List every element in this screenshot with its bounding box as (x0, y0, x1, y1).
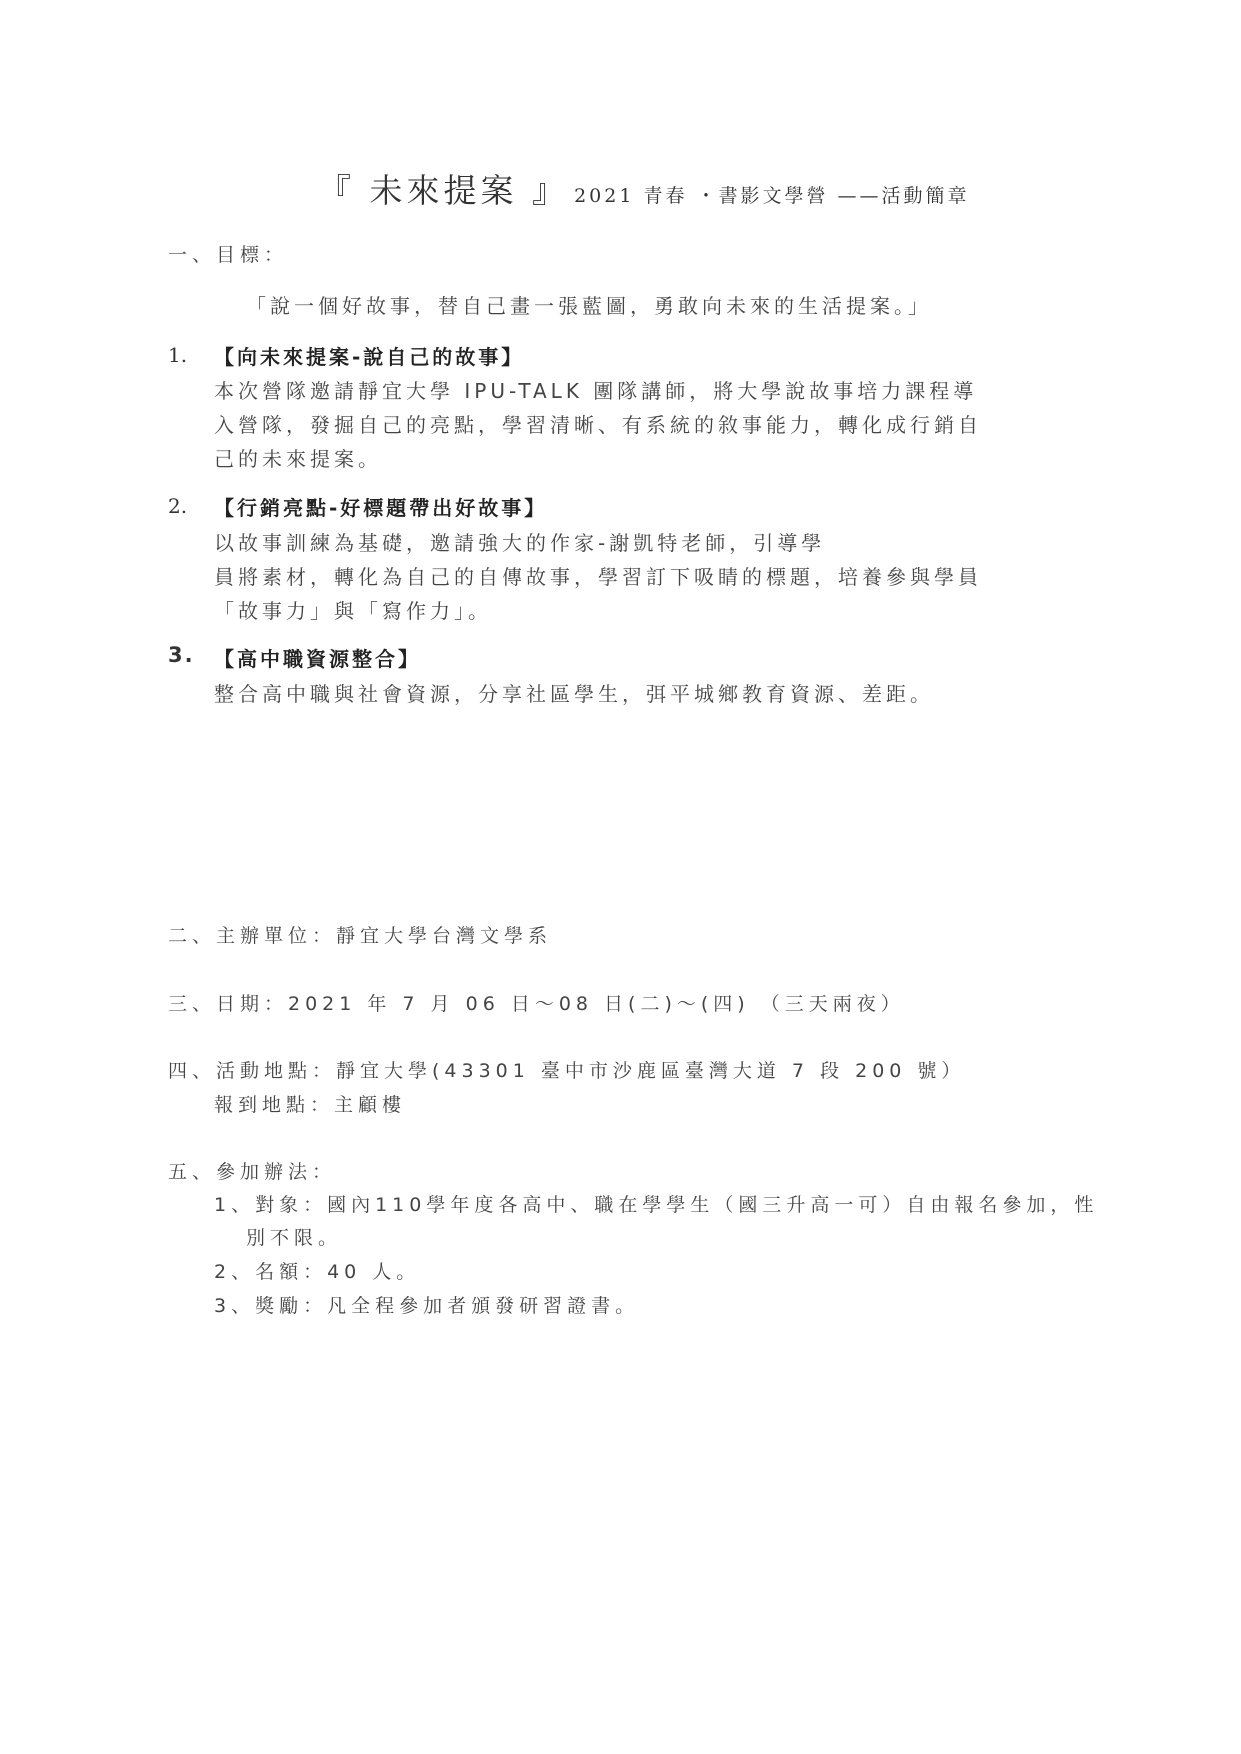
checkin-location-line: 報到地點：主顧樓 (214, 1094, 407, 1116)
participation-item-2 (214, 1257, 420, 1284)
item-1-line-2: 入營隊，發掘自己的亮點，學習清晰、有系統的敘事能力，轉化成行銷自 (214, 413, 982, 437)
participation-item-1-text: 對象：國內110學年度各高中、職在學學生（國三升高一可）自由報名參加，性 (255, 1194, 1099, 1216)
item-2-line-2: 員將素材，轉化為自己的自傳故事，學習訂下吸睛的標題，培養參與學員 (214, 565, 982, 589)
item-3-heading: 【高中職資源整合】 (214, 647, 421, 671)
participation-item-1 (214, 1190, 1098, 1217)
item-3-line-1: 整合高中職與社會資源，分享社區學生，弭平城鄉教育資源、差距。 (214, 682, 934, 706)
location-line: 四、活動地點：靜宜大學(43301 臺中市沙鹿區臺灣大道 7 段 200 號） (168, 1060, 966, 1082)
participation-heading: 五、參加辦法： (168, 1161, 337, 1183)
item-1-line-3: 己的未來提案。 (214, 447, 382, 471)
item-2-line-3: 「故事力」與「寫作力」。 (214, 599, 492, 623)
item-3-number: 3. (168, 643, 195, 667)
participation-item-3 (214, 1291, 639, 1318)
title-main: 『 未來提案 』 (318, 171, 569, 210)
item-1-heading: 【向未來提案-說自己的故事】 (214, 345, 525, 369)
participation-item-2-number: 2、 (214, 1261, 256, 1283)
item-2-heading: 【行銷亮點-好標題帶出好故事】 (214, 496, 548, 520)
participation-item-3-text: 獎勵：凡全程參加者頒發研習證書。 (255, 1295, 640, 1317)
date-line: 三、日期：2021 年 7 月 06 日～08 日(二)～(四) （三天兩夜） (168, 993, 905, 1015)
participation-item-3-number: 3、 (214, 1295, 256, 1317)
item-1-number: 1. (168, 343, 188, 367)
goal-quote: 「說一個好故事，替自己畫一張藍圖，勇敢向未來的生活提案。」 (246, 294, 932, 318)
item-1-line-1: 本次營隊邀請靜宜大學 IPU-TALK 團隊講師，將大學說故事培力課程導 (214, 379, 978, 403)
item-2-line-1: 以故事訓練為基礎，邀請強大的作家-謝凱特老師，引導學 (214, 531, 826, 555)
participation-item-1-number: 1、 (214, 1194, 256, 1216)
participation-item-1-cont: 別不限。 (246, 1227, 343, 1249)
page-title (318, 165, 970, 212)
item-2-number: 2. (168, 494, 188, 518)
title-subtitle: 2021 青春 ・書影文學營 ——活動簡章 (574, 185, 970, 207)
participation-item-2-text: 名額：40 人。 (255, 1261, 421, 1283)
organizer-line: 二、主辦單位：靜宜大學台灣文學系 (168, 925, 553, 947)
goal-heading: 一、目標： (168, 244, 289, 266)
